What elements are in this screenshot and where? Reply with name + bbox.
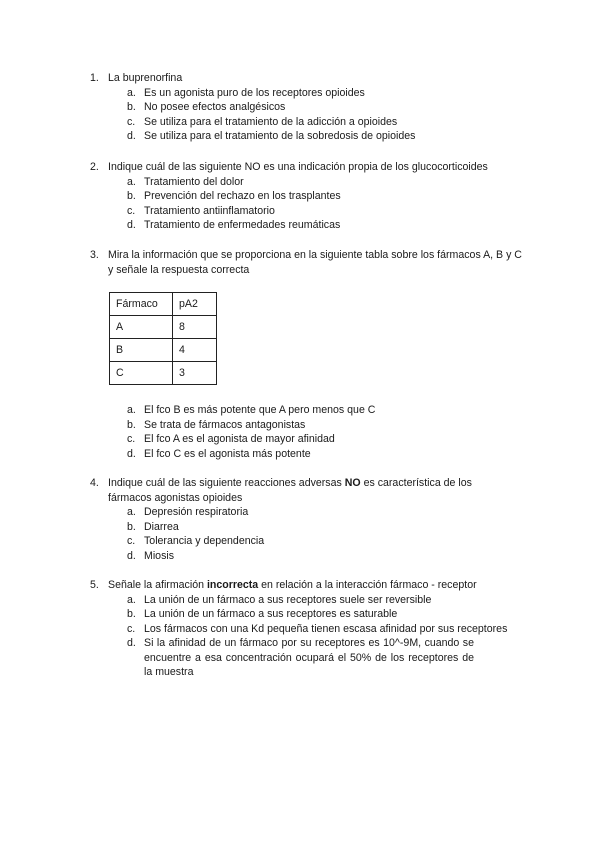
option-letter: a.	[127, 175, 136, 188]
question-text: La buprenorfina	[108, 72, 183, 84]
question-emphasis: NO	[344, 477, 361, 489]
option-d	[90, 129, 530, 144]
option-text: La unión de un fármaco a sus receptores suele ser reversible	[144, 593, 432, 606]
option-a	[90, 403, 530, 418]
option-d	[90, 549, 510, 564]
option-b	[90, 189, 530, 204]
question-emphasis: incorrecta	[206, 579, 259, 591]
option-c	[90, 204, 530, 219]
question-4	[90, 476, 510, 563]
option-letter: c.	[127, 535, 136, 547]
option-c	[90, 432, 530, 447]
answer-options	[90, 403, 530, 461]
question-5-stem	[90, 578, 530, 593]
table-header-cell: pA2	[173, 293, 217, 316]
question-1-stem	[90, 71, 530, 86]
question-number: 3.	[90, 249, 99, 261]
option-b	[90, 607, 530, 622]
table-header-cell: Fármaco	[110, 293, 173, 316]
option-letter: d.	[127, 130, 136, 142]
option-text: Se utiliza para el tratamiento de la adicción a opioides	[144, 115, 398, 128]
question-2-stem	[90, 160, 530, 175]
option-c	[90, 115, 530, 130]
option-text: Si la afinidad de un fármaco por su receptores es 10^-9M, cuando se encuentre a esa concentración ocupará el 50% de los receptores de la muestra	[144, 637, 474, 678]
table-row	[110, 339, 217, 362]
option-text: No posee efectos analgésicos	[144, 101, 286, 113]
option-letter: d.	[127, 637, 136, 649]
option-text: Tratamiento antiinflamatorio	[144, 204, 275, 217]
option-text: Los fármacos con una Kd pequeña tienen escasa afinidad por sus receptores	[144, 622, 508, 635]
drug-pa2-table	[109, 292, 217, 385]
option-letter: a.	[127, 506, 136, 518]
option-letter: c.	[127, 115, 136, 128]
answer-options	[90, 86, 530, 144]
question-text: Indique cuál de las siguiente NO es una indicación propia de los glucocorticoides	[108, 161, 488, 173]
option-text: El fco C es el agonista más potente	[144, 447, 311, 460]
table-row	[110, 362, 217, 385]
option-c	[90, 622, 530, 637]
table-row	[110, 316, 217, 339]
option-text: Se trata de fármacos antagonistas	[144, 418, 306, 431]
question-number: 5.	[90, 579, 99, 591]
option-text: Se utiliza para el tratamiento de la sobredosis de opioides	[144, 130, 416, 142]
option-letter: d.	[127, 447, 136, 460]
option-a	[90, 505, 510, 520]
option-letter: c.	[127, 433, 136, 445]
option-letter: a.	[127, 404, 136, 416]
option-letter: b.	[127, 101, 136, 113]
option-text: Miosis	[144, 549, 175, 562]
option-letter: d.	[127, 219, 136, 231]
option-text: Es un agonista puro de los receptores opioides	[144, 86, 365, 99]
question-number: 2.	[90, 161, 99, 173]
option-b	[90, 100, 530, 115]
answer-options	[90, 175, 530, 233]
question-1	[90, 71, 530, 144]
question-3-stem	[90, 248, 528, 277]
option-c	[90, 534, 510, 549]
option-text: El fco A es el agonista de mayor afinidad	[144, 433, 335, 445]
question-number: 4.	[90, 477, 99, 489]
option-text: La unión de un fármaco a sus receptores es saturable	[144, 608, 398, 620]
table-cell: C	[110, 362, 173, 385]
option-d	[90, 447, 530, 462]
option-letter: c.	[127, 204, 136, 217]
option-text: Tratamiento de enfermedades reumáticas	[144, 219, 341, 231]
table-cell: 3	[173, 362, 217, 385]
question-text: es característica de los fármacos agonistas opioides	[108, 477, 472, 504]
question-3-options	[90, 403, 530, 461]
table-cell: A	[110, 316, 173, 339]
option-letter: b.	[127, 608, 136, 620]
option-letter: d.	[127, 549, 136, 562]
option-letter: a.	[127, 86, 136, 99]
question-2	[90, 160, 530, 233]
option-text: El fco B es más potente que A pero menos que C	[144, 404, 376, 416]
option-letter: a.	[127, 593, 136, 606]
option-letter: b.	[127, 418, 136, 431]
question-4-stem	[90, 476, 510, 505]
option-letter: b.	[127, 190, 136, 202]
question-number: 1.	[90, 72, 99, 84]
table-header-row	[110, 293, 217, 316]
option-b	[90, 520, 510, 535]
table-cell: 8	[173, 316, 217, 339]
answer-options	[90, 593, 530, 680]
question-5	[90, 578, 530, 680]
question-3	[90, 248, 528, 277]
table-cell: B	[110, 339, 173, 362]
option-text: Tolerancia y dependencia	[144, 535, 265, 547]
table-cell: 4	[173, 339, 217, 362]
option-text: Tratamiento del dolor	[144, 175, 244, 188]
option-letter: b.	[127, 520, 136, 533]
option-letter: c.	[127, 622, 136, 635]
option-a	[90, 175, 530, 190]
option-a	[90, 86, 530, 101]
answer-options	[90, 505, 510, 563]
question-text: Indique cuál de las siguiente reacciones adversas	[108, 477, 345, 489]
option-d	[90, 636, 474, 680]
question-text: en relación a la interacción fármaco - receptor	[258, 579, 477, 591]
option-d	[90, 218, 530, 233]
option-a	[90, 593, 530, 608]
option-text: Depresión respiratoria	[144, 506, 249, 518]
option-b	[90, 418, 530, 433]
option-text: Diarrea	[144, 520, 179, 533]
question-text: Mira la información que se proporciona en la siguiente tabla sobre los fármacos A, B y C y señale la respuesta correcta	[108, 249, 522, 276]
option-text: Prevención del rechazo en los trasplantes	[144, 190, 341, 202]
question-text: Señale la afirmación	[108, 579, 207, 591]
